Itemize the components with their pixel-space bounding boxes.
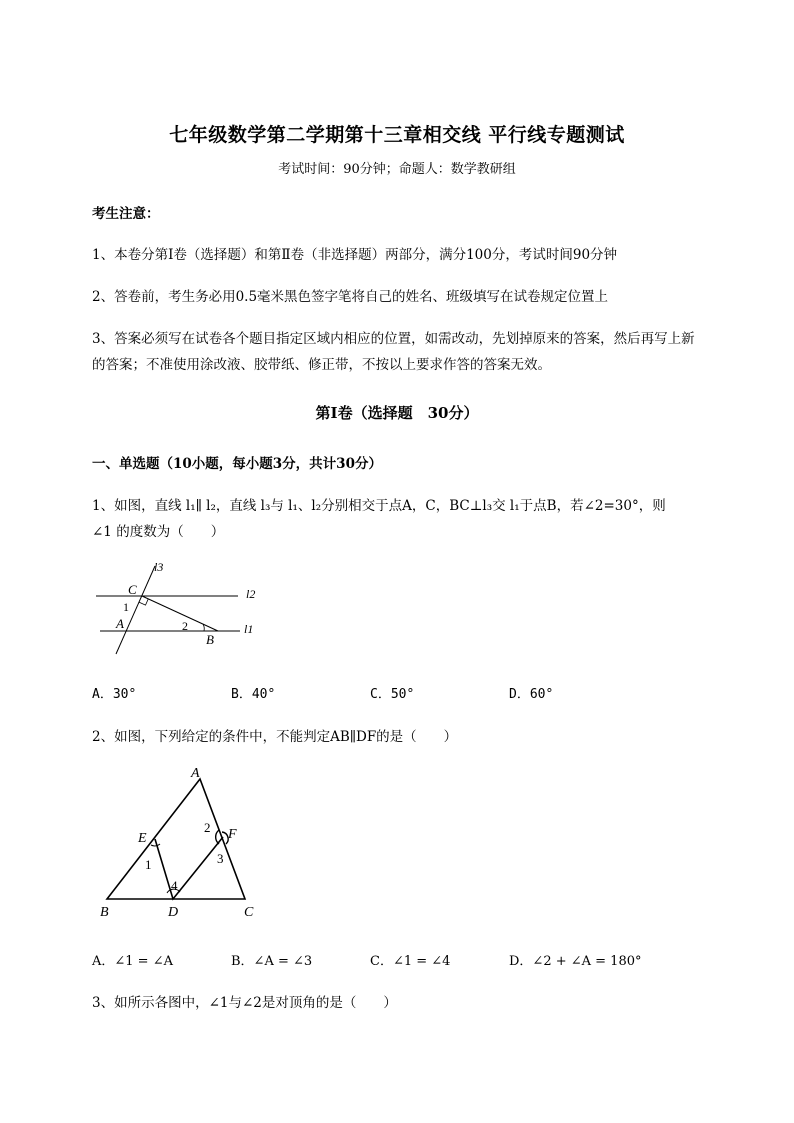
notice-item-2: 2、答卷前，考生务必用0.5毫米黑色签字笔将自己的姓名、班级填写在试卷规定位置上	[92, 289, 609, 305]
notice-item-1: 1、本卷分第I卷（选择题）和第Ⅱ卷（非选择题）两部分，满分100分，考试时间90分钟	[92, 247, 618, 263]
q1-option-a[interactable]: A．30°	[92, 687, 137, 702]
notice-item-3-line2: 的答案；不准使用涂改液、胶带纸、修正带，不按以上要求作答的答案无效。	[92, 357, 551, 373]
q2-stem: 2、如图，下列给定的条件中，不能判定AB∥DF的是（ ）	[92, 729, 458, 745]
label-l3: l3	[154, 560, 164, 574]
label-angle-1: 1	[123, 600, 129, 614]
line-l3	[116, 566, 155, 654]
label-angle-1: 1	[145, 857, 152, 872]
q1-option-c[interactable]: C．50°	[370, 687, 415, 702]
q2-option-b[interactable]: B．∠A = ∠3	[231, 954, 313, 969]
label-B: B	[206, 632, 214, 647]
label-angle-2: 2	[204, 820, 211, 835]
label-E: E	[138, 831, 147, 846]
q2-option-d[interactable]: D．∠2 + ∠A = 180°	[509, 954, 642, 969]
exam-info: 考试时间：90分钟；命题人：数学教研组	[278, 162, 516, 177]
page-title: 七年级数学第二学期第十三章相交线 平行线专题测试	[169, 124, 625, 146]
label-A: A	[116, 616, 124, 631]
q1-option-d[interactable]: D．60°	[509, 687, 554, 702]
q2-figure	[95, 762, 265, 922]
notice-item-3-line1: 3、答案必须写在试卷各个题目指定区域内相应的位置，如需改动，先划掉原来的答案，然后再写上新	[92, 331, 695, 347]
label-D: D	[168, 905, 179, 920]
label-A: A	[191, 766, 200, 781]
q2-option-c[interactable]: C．∠1 = ∠4	[370, 954, 451, 969]
q1-figure	[90, 558, 270, 658]
label-B: B	[100, 905, 109, 920]
q1-stem-line2: ∠1 的度数为（ ）	[92, 524, 225, 540]
q2-option-a[interactable]: A．∠1 = ∠A	[92, 954, 173, 969]
label-angle-3: 3	[217, 851, 224, 866]
angle-1-arc	[151, 844, 160, 846]
label-l2: l2	[246, 587, 256, 601]
section-heading: 一、单选题（10小题，每小题3分，共计30分）	[92, 456, 382, 472]
label-F: F	[228, 827, 237, 842]
segment-BC	[142, 596, 218, 631]
q1-stem-line1: 1、如图，直线 l₁∥ l₂，直线 l₃与 l₁、l₂分别相交于点A，C，BC⊥l₃交 l₁于点B，若∠2=30°，则	[92, 498, 666, 514]
segments-ED-DF	[155, 837, 223, 899]
label-angle-4: 4	[171, 878, 178, 893]
label-angle-2: 2	[182, 619, 188, 633]
label-C: C	[244, 905, 254, 920]
q3-stem: 3、如所示各图中，∠1与∠2是对顶角的是（ ）	[92, 995, 397, 1011]
notice-heading: 考生注意：	[92, 206, 160, 222]
q1-option-b[interactable]: B．40°	[231, 687, 276, 702]
label-C: C	[128, 582, 137, 597]
part1-title: 第I卷（选择题 30分）	[315, 404, 479, 422]
label-l1: l1	[244, 622, 254, 636]
